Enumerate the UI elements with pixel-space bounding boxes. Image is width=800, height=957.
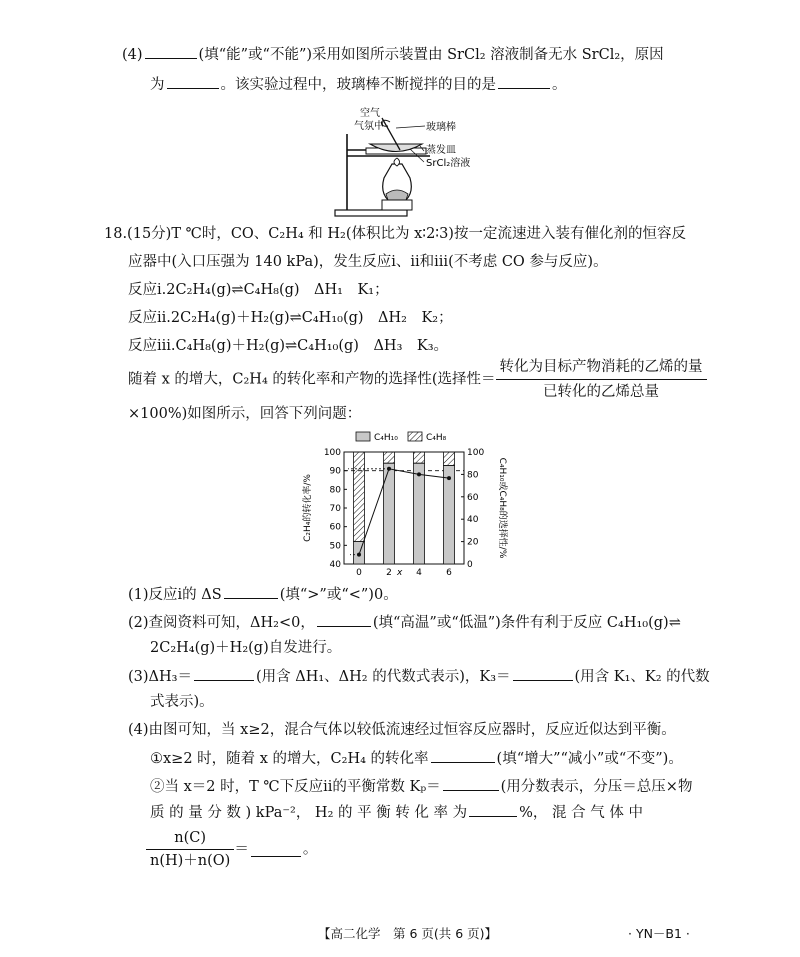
left-tick-label: 90 <box>329 466 341 477</box>
question-4b-fraction: $\frac{n(C)}{n(H)+n(O)}$ ＝ 。 <box>146 828 317 871</box>
conversion-point <box>447 476 451 480</box>
legend-swatch-c4h8 <box>408 432 422 441</box>
left-tick-label: 70 <box>329 504 341 514</box>
bar-c4h8 <box>414 452 425 463</box>
bar-c4h8 <box>354 452 365 542</box>
right-tick-label: 20 <box>467 537 479 548</box>
selectivity-denominator: 已转化的乙烯总量 <box>543 384 660 400</box>
conversion-selectivity-chart <box>296 424 512 584</box>
question-3-line2: 式表示)。 <box>150 694 214 710</box>
question-2-line2: 2C₂H₄(g)＋H₂(g)自发进行。 <box>150 640 342 656</box>
right-tick-label: 80 <box>467 470 479 481</box>
q4-top-line2: 为 。该实验过程中，玻璃棒不断搅拌的目的是 。 <box>150 74 567 95</box>
question-1: (1)反应ⅰ的 ΔS (填“>”或“<”)0。 <box>128 584 398 605</box>
left-tick-label: 50 <box>329 541 341 552</box>
label-rod: 玻璃棒 <box>426 122 456 133</box>
bar-c4h10 <box>414 463 425 564</box>
footer-page-info: 【高二化学 第 6 页(共 6 页)】 <box>318 926 498 941</box>
x-tick-label: 0 <box>356 568 362 578</box>
legend-swatch-c4h10 <box>356 432 370 441</box>
left-tick-label: 40 <box>329 560 341 570</box>
label-solution: SrCl₂溶液 <box>426 158 471 169</box>
right-tick-label: 100 <box>467 448 485 458</box>
legend-label-c4h8: C₄H₈ <box>426 433 447 443</box>
left-tick-label: 100 <box>323 448 341 458</box>
right-axis-label: C₄H₁₀或C₄H₈的选择性/% <box>497 457 507 559</box>
footer-code: · YN－B1 · <box>628 926 690 941</box>
x-axis-label: x <box>397 568 403 578</box>
reaction-2: 反应ⅱ.2C₂H₄(g)＋H₂(g)⇌C₄H₁₀(g) ΔH₂ K₂； <box>128 310 453 326</box>
bar-c4h8 <box>384 452 395 463</box>
question-4a: ①x≥2 时，随着 x 的增大，C₂H₄ 的转化率 (填“增大”“减小”或“不变”)。 <box>150 748 683 769</box>
fraction-denominator: n(H)＋n(O) <box>150 853 231 869</box>
bar-c4h10 <box>444 465 455 564</box>
x-tick-label: 4 <box>416 568 422 578</box>
right-tick-label: 40 <box>467 515 479 526</box>
selectivity-definition: 随着 x 的增大，C₂H₄ 的转化率和产物的选择性(选择性＝ $\frac{\text{转化为目标产物消耗的乙烯的量}}{\text{已转化的乙烯总量}}$ <box>128 356 707 403</box>
q18-line2: 应器中(入口压强为 140 kPa)，发生反应ⅰ、ⅱ和ⅲ(不考虑 CO 参与反应)。 <box>128 254 608 270</box>
selectivity-numerator: 转化为目标产物消耗的乙烯的量 <box>496 356 707 380</box>
question-2-line1: (2)查阅资料可知，ΔH₂<0， (填“高温”或“低温”)条件有利于反应 C₄H₁₀(g)⇌ <box>128 612 681 633</box>
question-4b-line1: ②当 x＝2 时，T ℃下反应ⅱ的平衡常数 Kₚ＝ (用分数表示，分压＝总压×物 <box>150 776 692 797</box>
left-tick-label: 80 <box>329 485 341 496</box>
fraction-numerator: n(C) <box>146 828 234 850</box>
left-axis-label: C₂H₄的转化率/% <box>303 474 313 542</box>
label-dish: 蒸发皿 <box>426 145 456 156</box>
x-tick-label: 2 <box>386 568 392 578</box>
right-tick-label: 60 <box>467 492 479 503</box>
selectivity-tail: ×100%)如图所示，回答下列问题： <box>128 406 362 422</box>
reaction-3: 反应ⅲ.C₄H₈(g)＋H₂(g)⇌C₄H₁₀(g) ΔH₃ K₃。 <box>128 338 449 354</box>
q18-line1: 18.(15分)T ℃时，CO、C₂H₄ 和 H₂(体积比为 x∶2∶3)按一定流速进入装有催化剂的恒容反 <box>104 226 686 242</box>
question-4-line1: (4)由图可知，当 x≥2，混合气体以较低流速经过恒容反应器时，反应近似达到平衡。 <box>128 722 676 738</box>
reaction-1: 反应ⅰ.2C₂H₄(g)⇌C₄H₈(g) ΔH₁ K₁； <box>128 282 389 298</box>
label-stream: 气氛中 <box>354 121 384 132</box>
question-4b-line2: 质 的 量 分 数 ) kPa⁻²， H₂ 的 平 衡 转 化 率 为 %， 混 合 气 体 中 <box>150 802 643 823</box>
left-tick-label: 60 <box>329 522 341 533</box>
label-air: 空气 <box>360 108 380 119</box>
x-tick-label: 6 <box>446 568 452 578</box>
conversion-point <box>417 472 421 476</box>
right-tick-label: 0 <box>467 560 473 570</box>
q4-top-line1: (4) (填“能”或“不能”)采用如图所示装置由 SrCl₂ 溶液制备无水 SrCl₂，原因 <box>122 44 664 65</box>
conversion-line <box>359 469 449 555</box>
question-3-line1: (3)ΔH₃＝ (用含 ΔH₁、ΔH₂ 的代数式表示)，K₃＝ (用含 K₁、K₂ 的代数 <box>128 666 710 687</box>
legend-label-c4h10: C₄H₁₀ <box>374 433 398 443</box>
bar-c4h8 <box>444 452 455 465</box>
evaporation-apparatus-figure <box>330 104 490 220</box>
